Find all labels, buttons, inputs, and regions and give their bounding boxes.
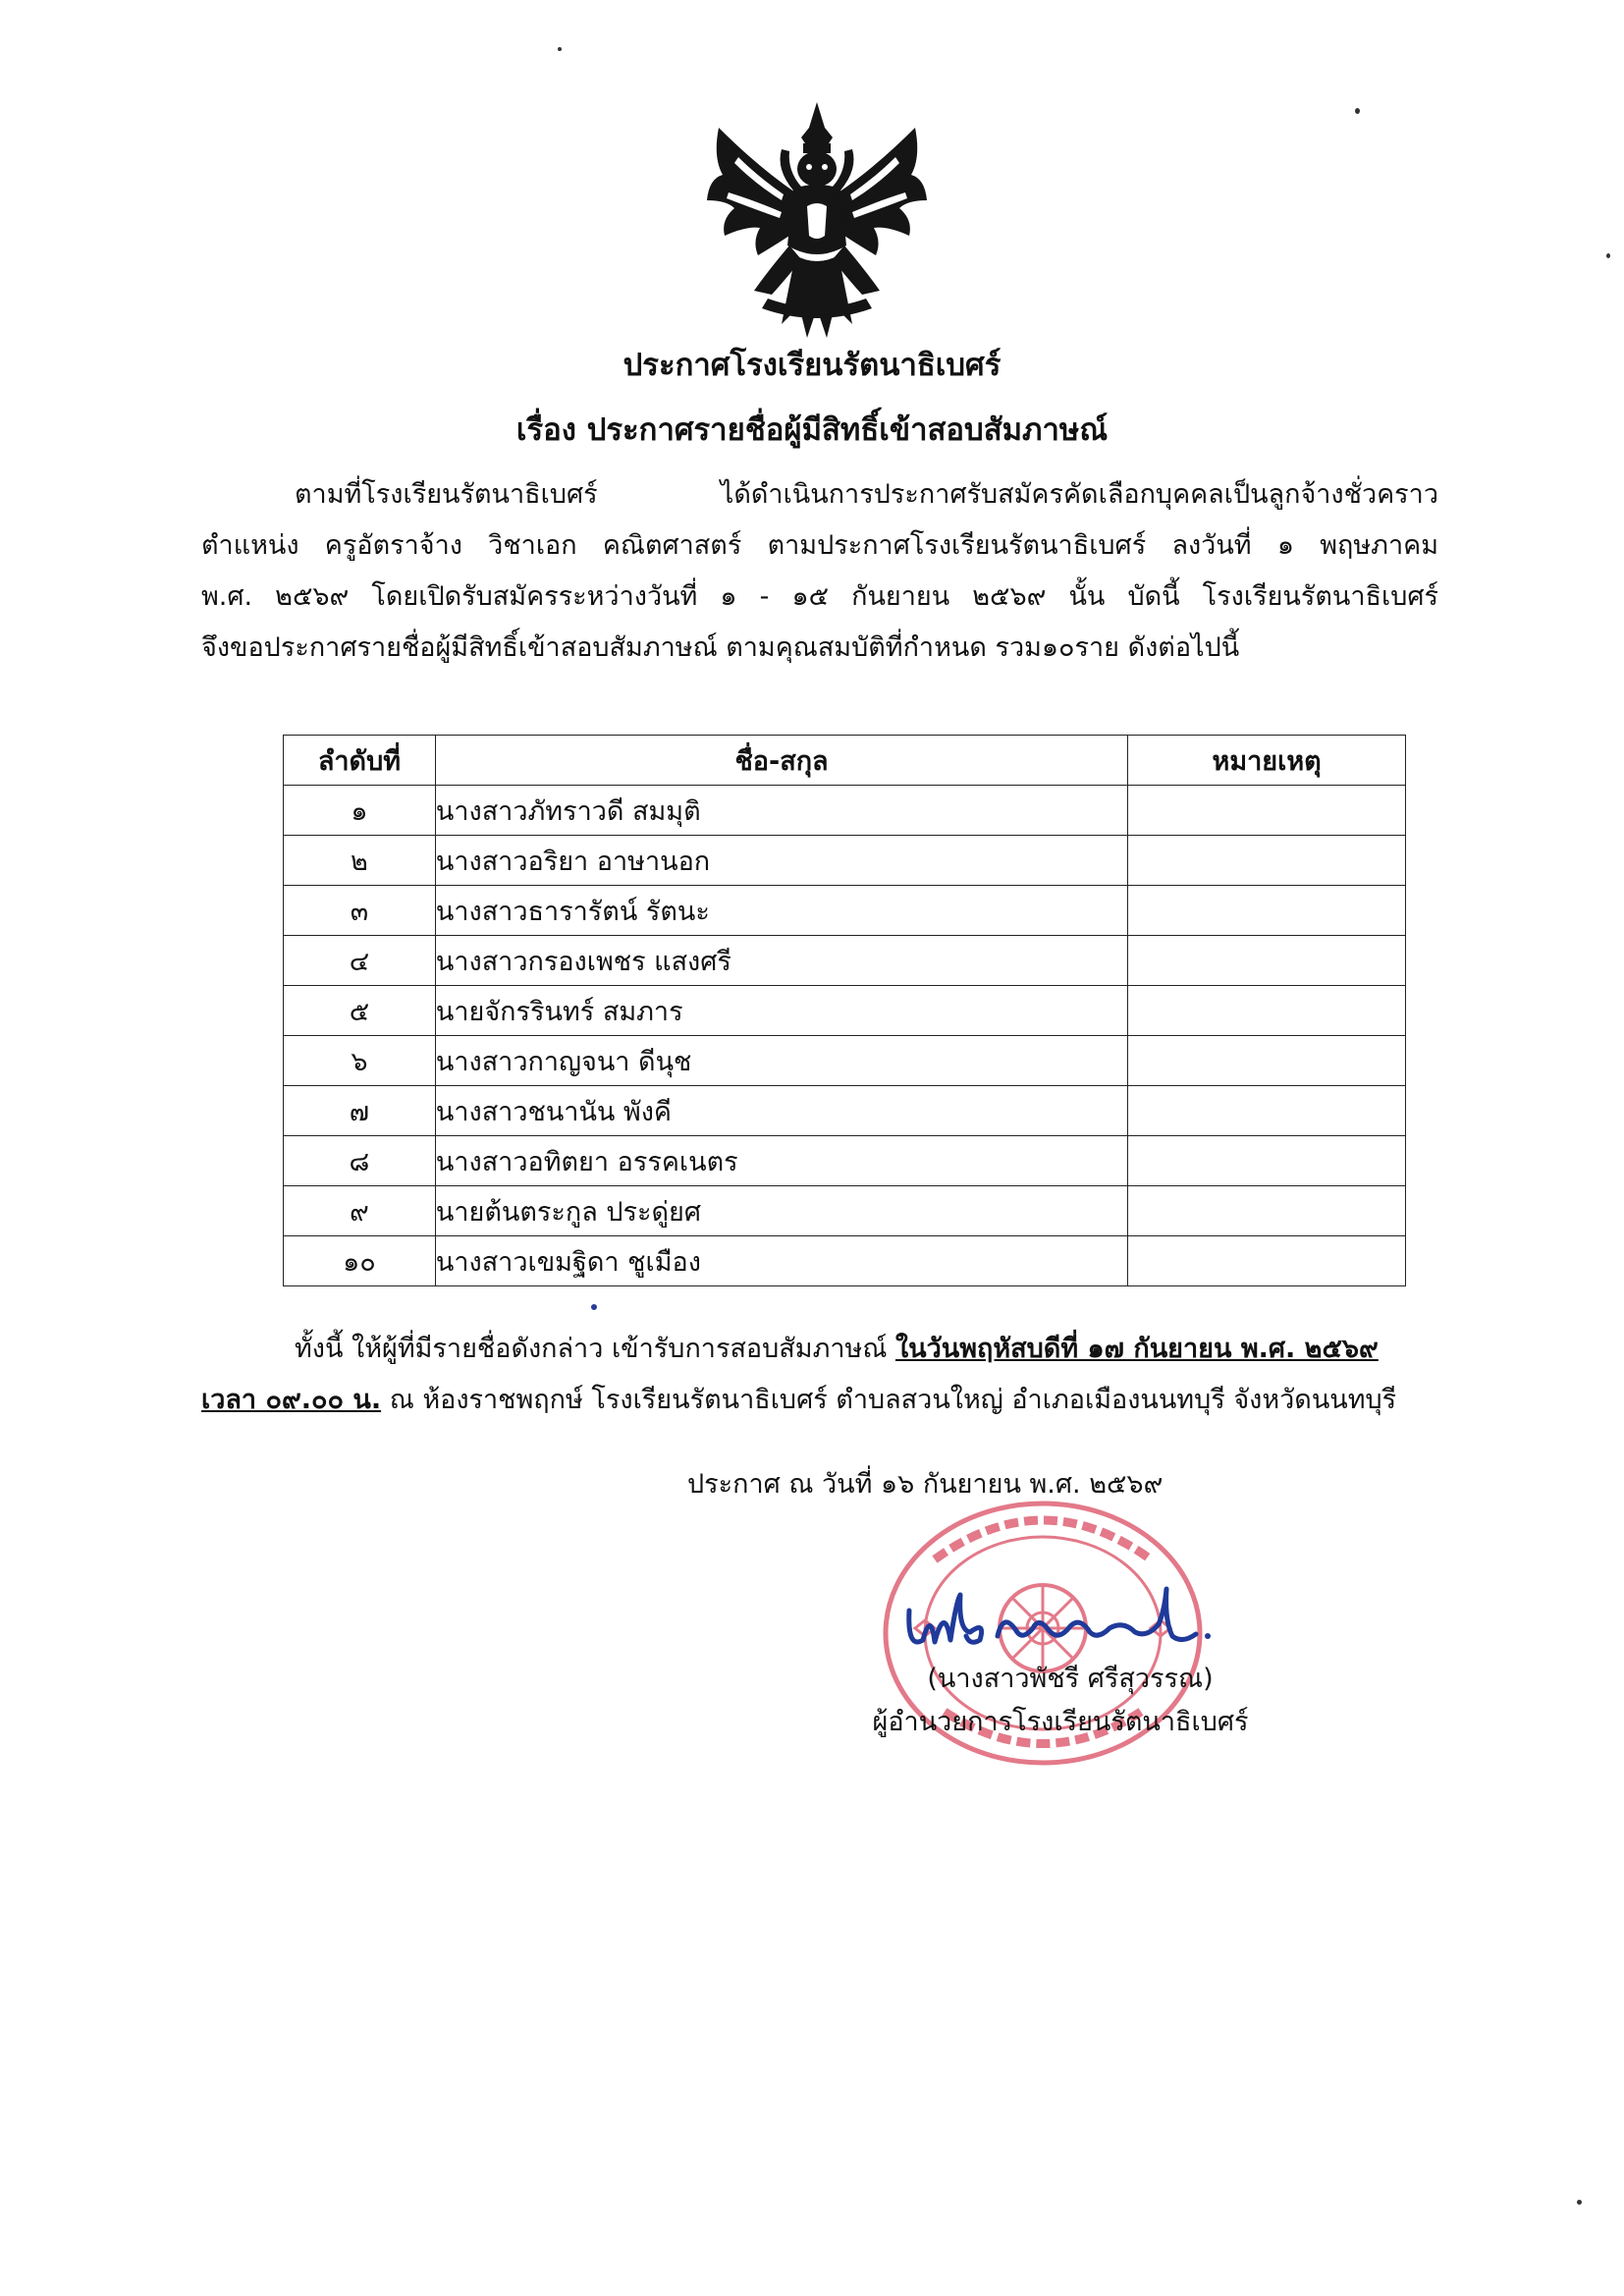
row-note [1128, 1236, 1406, 1286]
document-title: ประกาศโรงเรียนรัตนาธิเบศร์ [623, 348, 1001, 383]
row-name: นางสาวอทิตยา อรรคเนตร [435, 1136, 1127, 1186]
row-order: ๖ [284, 1036, 436, 1086]
table-row [284, 836, 1406, 886]
director-signature-icon [901, 1581, 1225, 1660]
row-note [1128, 1036, 1406, 1086]
row-name: นางสาวอริยา อาษานอก [435, 836, 1127, 886]
intro-line: ตามที่โรงเรียนรัตนาธิเบศร์ ได้ดำเนินการประกาศรับสมัครคัดเลือกบุคคลเป็นลูกจ้างชั่วคราว [295, 479, 1438, 510]
table-row [284, 1086, 1406, 1136]
intro-line: ตำแหน่ง ครูอัตราจ้าง วิชาเอก คณิตศาสตร์ ตามประกาศโรงเรียนรัตนาธิเบศร์ ลงวันที่ ๑ พฤษภาคม [201, 530, 1438, 561]
header-name: ชื่อ-สกุล [435, 736, 1127, 786]
signer-block [854, 1658, 1267, 1744]
interview-location: ณ ห้องราชพฤกษ์ โรงเรียนรัตนาธิเบศร์ ตำบลสวนใหญ่ อำเภอเมืองนนทบุรี จังหวัดนนทบุรี [389, 1385, 1397, 1415]
header-order: ลำดับที่ [284, 736, 436, 786]
document-subject: เรื่อง ประกาศรายชื่อผู้มีสิทธิ์เข้าสอบสัมภาษณ์ [515, 412, 1109, 448]
row-order: ๒ [284, 836, 436, 886]
interview-time: เวลา ๐๙.๐๐ น. [201, 1385, 382, 1415]
candidate-table [283, 735, 1406, 1286]
schedule-line-2 [201, 1375, 1438, 1426]
row-note [1128, 1136, 1406, 1186]
row-note [1128, 1086, 1406, 1136]
schedule-paragraph [201, 1324, 1438, 1426]
row-name: นางสาวธารารัตน์ รัตนะ [435, 886, 1127, 936]
schedule-lead: ทั้งนี้ ให้ผู้ที่มีรายชื่อดังกล่าว เข้ารับการสอบสัมภาษณ์ [295, 1334, 888, 1364]
table-row [284, 1186, 1406, 1236]
row-name: นางสาวกรองเพชร แสงศรี [435, 936, 1127, 986]
row-order: ๙ [284, 1186, 436, 1236]
table-row [284, 936, 1406, 986]
row-note [1128, 986, 1406, 1036]
scan-speck [591, 1304, 597, 1310]
garuda-emblem-icon [699, 98, 935, 344]
interview-date: ในวันพฤหัสบดีที่ ๑๗ กันยายน พ.ศ. ๒๕๖๙ [894, 1334, 1379, 1364]
row-name: นางสาวชนานัน พังคี [435, 1086, 1127, 1136]
announcement-date: ประกาศ ณ วันที่ ๑๖ กันยายน พ.ศ. ๒๕๖๙ [687, 1469, 1164, 1500]
table-header-row [284, 736, 1406, 786]
row-order: ๘ [284, 1136, 436, 1186]
scan-speck [1355, 108, 1360, 114]
row-order: ๔ [284, 936, 436, 986]
row-order: ๗ [284, 1086, 436, 1136]
row-note [1128, 936, 1406, 986]
row-name: นายจักรรินทร์ สมภาร [435, 986, 1127, 1036]
row-name: นางสาวภัทราวดี สมมุติ [435, 786, 1127, 836]
table-row [284, 1236, 1406, 1286]
signer-name: (นางสาวพัชรี ศรีสุวรรณ) [927, 1664, 1214, 1694]
row-order: ๑๐ [284, 1236, 436, 1286]
header-note: หมายเหตุ [1128, 736, 1406, 786]
intro-line: พ.ศ. ๒๕๖๙ โดยเปิดรับสมัครระหว่างวันที่ ๑ - ๑๕ กันยายน ๒๕๖๙ นั้น บัดนี้ โรงเรียนรัตนาธิเบศร์ [201, 581, 1438, 612]
table-row [284, 1136, 1406, 1186]
row-name: นายต้นตระกูล ประดู่ยศ [435, 1186, 1127, 1236]
scan-speck [1606, 253, 1610, 258]
row-name: นางสาวกาญจนา ดีนุช [435, 1036, 1127, 1086]
table-row [284, 886, 1406, 936]
schedule-line-1 [201, 1324, 1438, 1375]
table-row [284, 786, 1406, 836]
row-note [1128, 1186, 1406, 1236]
table-row [284, 1036, 1406, 1086]
table-row [284, 986, 1406, 1036]
row-order: ๓ [284, 886, 436, 936]
intro-line: จึงขอประกาศรายชื่อผู้มีสิทธิ์เข้าสอบสัมภาษณ์ ตามคุณสมบัติที่กำหนด รวม๑๐ราย ดังต่อไปนี้ [201, 632, 1240, 663]
row-order: ๑ [284, 786, 436, 836]
scan-speck [1577, 2200, 1582, 2205]
signer-position: ผู้อำนวยการโรงเรียนรัตนาธิเบศร์ [872, 1707, 1249, 1737]
row-order: ๕ [284, 986, 436, 1036]
row-note [1128, 836, 1406, 886]
row-note [1128, 786, 1406, 836]
row-name: นางสาวเขมฐิดา ชูเมือง [435, 1236, 1127, 1286]
intro-paragraph [201, 469, 1438, 674]
row-note [1128, 886, 1406, 936]
scan-speck [558, 47, 562, 51]
